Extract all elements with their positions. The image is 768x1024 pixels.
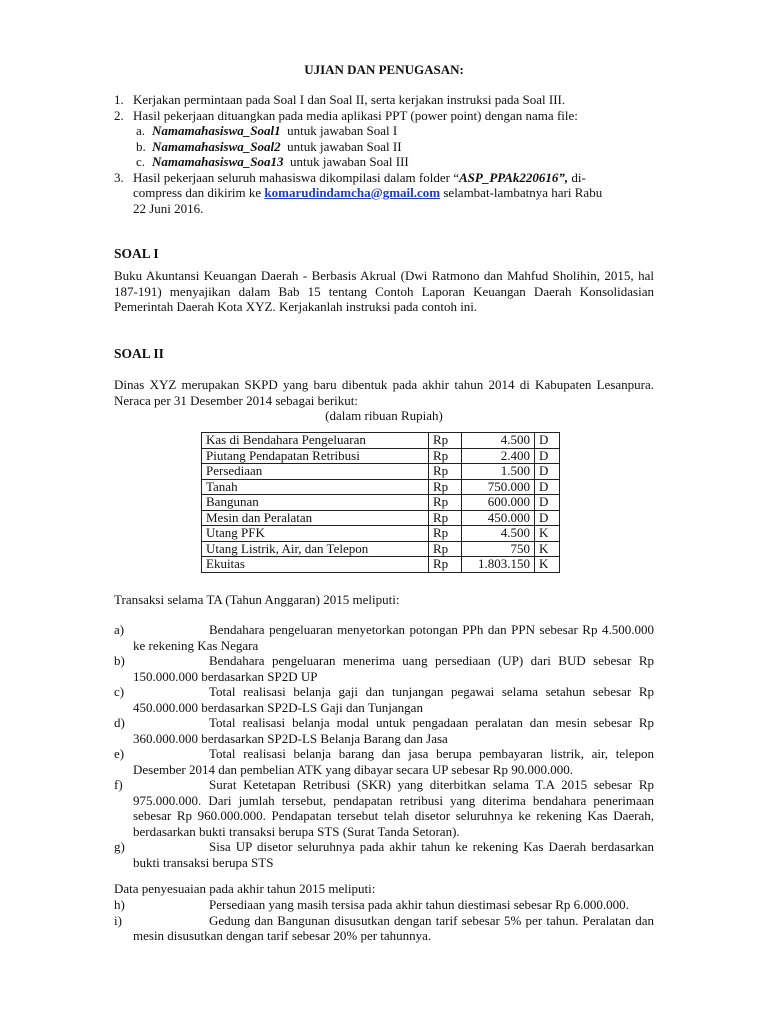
account-name: Tanah: [202, 479, 429, 495]
instruction-number: 3.: [114, 169, 124, 185]
instruction-text: selambat-lambatnya hari Rabu: [440, 185, 603, 200]
amount: 450.000: [462, 510, 535, 526]
sub-number: c.: [136, 154, 146, 169]
sub-text: untuk jawaban Soal II: [287, 138, 402, 154]
currency: Rp: [429, 557, 462, 573]
account-name: Mesin dan Peralatan: [202, 510, 429, 526]
account-name: Utang Listrik, Air, dan Telepon: [202, 541, 429, 557]
amount: 750.000: [462, 479, 535, 495]
currency: Rp: [429, 526, 462, 542]
amount: 4.500: [462, 433, 535, 449]
instruction-text: Kerjakan permintaan pada Soal I dan Soal II, serta kerjakan instruksi pada Soal III.: [133, 92, 566, 107]
item-body: [133, 839, 654, 870]
amount: 2.400: [462, 448, 535, 464]
table-row: [202, 557, 560, 573]
instruction-sub-c: [114, 154, 654, 170]
account-name: Utang PFK: [202, 526, 429, 542]
item-body: [133, 913, 654, 944]
item-text: Total realisasi belanja modal untuk pengadaan peralatan dan mesin sebesar Rp 360.000.000 berdasarkan SP2D-LS Belanja Barang dan Jasa: [133, 715, 654, 746]
instruction-3-line-3: [114, 201, 654, 217]
soal-2-heading: SOAL II: [114, 346, 164, 361]
table-row: [202, 541, 560, 557]
account-name: Bangunan: [202, 495, 429, 511]
account-name: Ekuitas: [202, 557, 429, 573]
debit-credit: D: [535, 479, 560, 495]
item-body: [133, 746, 654, 777]
item-body: [133, 897, 654, 913]
page-title: UJIAN DAN PENUGASAN:: [304, 62, 464, 77]
sub-number: a.: [136, 123, 146, 138]
instructions-list: [114, 92, 654, 216]
debit-credit: K: [535, 526, 560, 542]
item-text: Sisa UP disetor seluruhnya pada akhir tahun ke rekening Kas Daerah berdasarkan bukti transaksi berupa STS: [133, 839, 654, 870]
instruction-number: 2.: [114, 107, 124, 123]
instruction-text: Hasil pekerjaan dituangkan pada media aplikasi PPT (power point) dengan nama file:: [133, 107, 578, 123]
item-text: Total realisasi belanja barang dan jasa berupa pembayaran listrik, air, telepon Desember 2014 dan pembelian ATK yang dibayar secara UP sebesar Rp 90.000.000.: [133, 746, 654, 777]
transaksi-intro: Transaksi selama TA (Tahun Anggaran) 2015 meliputi:: [114, 592, 400, 607]
account-name: Persediaan: [202, 464, 429, 480]
amount: 1.500: [462, 464, 535, 480]
item-text: Total realisasi belanja gaji dan tunjangan pegawai selama setahun sebesar Rp 450.000.000 berdasarkan SP2D-LS Gaji dan Tunjangan: [133, 684, 654, 715]
debit-credit: D: [535, 448, 560, 464]
list-item: [114, 777, 654, 839]
debit-credit: D: [535, 464, 560, 480]
amount: 750: [462, 541, 535, 557]
file-name: Namamahasiswa_Soal1: [152, 123, 281, 138]
item-body: [133, 715, 654, 746]
file-name: Namamahasiswa_Soal2: [152, 138, 281, 154]
item-label: e): [114, 746, 125, 761]
list-item: [114, 897, 654, 913]
currency: Rp: [429, 464, 462, 480]
item-label: g): [114, 839, 125, 854]
currency: Rp: [429, 448, 462, 464]
instruction-3-line-2: [114, 185, 654, 201]
item-text: Persediaan yang masih tersisa pada akhir tahun diestimasi sebesar Rp 6.000.000.: [209, 897, 629, 912]
penyesuaian-intro: Data penyesuaian pada akhir tahun 2015 meliputi:: [114, 881, 376, 896]
item-label: i): [114, 912, 122, 928]
table-row: [202, 464, 560, 480]
paragraph: Dinas XYZ merupakan SKPD yang baru dibentuk pada akhir tahun 2014 di Kabupaten Lesanpura. Neraca per 31 Desember 2014 sebagai berikut:: [114, 377, 654, 408]
debit-credit: D: [535, 433, 560, 449]
sub-number: b.: [136, 138, 146, 154]
item-body: [133, 684, 654, 715]
item-label: a): [114, 622, 125, 637]
item-label: d): [114, 715, 125, 730]
currency: Rp: [429, 541, 462, 557]
instruction-text: compress dan dikirim ke: [133, 185, 265, 200]
list-item: [114, 746, 654, 777]
item-label: h): [114, 897, 125, 912]
item-body: [133, 777, 654, 839]
paragraph: Buku Akuntansi Keuangan Daerah - Berbasis Akrual (Dwi Ratmono dan Mahfud Sholihin, 2015, hal 187-191) menyajikan dalam Bab 15 tentang Contoh Laporan Keuangan Daerah Konsolidasian Pemerintah Daerah Kota XYZ. Kerjakanlah instruksi pada contoh ini.: [114, 268, 654, 314]
debit-credit: K: [535, 557, 560, 573]
table-row: [202, 510, 560, 526]
sub-text: untuk jawaban Soal III: [289, 154, 409, 169]
neraca-table: [201, 432, 560, 573]
account-name: Piutang Pendapatan Retribusi: [202, 448, 429, 464]
item-label: c): [114, 684, 125, 699]
currency: Rp: [429, 433, 462, 449]
instruction-text: 22 Juni 2016.: [133, 200, 204, 216]
currency: Rp: [429, 495, 462, 511]
item-text: Bendahara pengeluaran menyetorkan potongan PPh dan PPN sebesar Rp 4.500.000 ke rekening Kas Negara: [133, 622, 654, 653]
list-item: [114, 684, 654, 715]
item-label: f): [114, 777, 123, 792]
currency: Rp: [429, 479, 462, 495]
list-item: [114, 622, 654, 653]
instruction-text: Hasil pekerjaan seluruh mahasiswa dikompilasi dalam folder “: [133, 169, 459, 185]
table-row: [202, 526, 560, 542]
amount: 4.500: [462, 526, 535, 542]
item-body: [133, 622, 654, 653]
soal-1-text: [114, 268, 654, 315]
table-row: [202, 433, 560, 449]
table-unit-note: (dalam ribuan Rupiah): [325, 408, 443, 423]
account-name: Kas di Bendahara Pengeluaran: [202, 433, 429, 449]
currency: Rp: [429, 510, 462, 526]
table-row: [202, 495, 560, 511]
soal-1-heading: SOAL I: [114, 246, 159, 261]
amount: 600.000: [462, 495, 535, 511]
sub-text: untuk jawaban Soal I: [287, 123, 398, 138]
soal-2-intro: [114, 377, 654, 408]
table-row: [202, 479, 560, 495]
table-row: [202, 448, 560, 464]
instruction-sub-a: [114, 123, 654, 139]
folder-name: ASP_PPAk220616”,: [458, 169, 569, 185]
list-item: [114, 839, 654, 870]
item-label: b): [114, 653, 125, 668]
item-body: [133, 653, 654, 684]
transaksi-list: [114, 622, 654, 870]
list-item: [114, 913, 654, 944]
file-name: Namamahasiswa_Soa13: [152, 154, 284, 169]
penyesuaian-list: [114, 897, 654, 944]
instruction-3: [114, 170, 654, 186]
instruction-number: 1.: [114, 92, 124, 107]
instruction-sub-b: [114, 139, 654, 155]
list-item: [114, 653, 654, 684]
item-text: Gedung dan Bangunan disusutkan dengan tarif sebesar 5% per tahun. Peralatan dan mesin disusutkan dengan tarif sebesar 20% per tahunnya.: [133, 912, 654, 943]
debit-credit: D: [535, 510, 560, 526]
amount: 1.803.150: [462, 557, 535, 573]
instruction-1: [114, 92, 654, 108]
item-text: Bendahara pengeluaran menerima uang persediaan (UP) dari BUD sebesar Rp 150.000.000 berdasarkan SP2D UP: [133, 653, 654, 684]
debit-credit: D: [535, 495, 560, 511]
item-text: Surat Ketetapan Retribusi (SKR) yang diterbitkan selama T.A 2015 sebesar Rp 975.000.000. Dari jumlah tersebut, pendapatan retribusi yang diterima bendahara penerimaan sebesar Rp 960.000.000. Pendapatan tersebut telah disetor seluruhnya ke rekening Kas Daerah, berdasarkan bukti transaksi berupa STS (Surat Tanda Setoran).: [133, 777, 654, 839]
instruction-text: di-: [568, 169, 586, 185]
debit-credit: K: [535, 541, 560, 557]
list-item: [114, 715, 654, 746]
email-link[interactable]: komarudindamcha@gmail.com: [264, 185, 441, 200]
instruction-2: [114, 108, 654, 124]
